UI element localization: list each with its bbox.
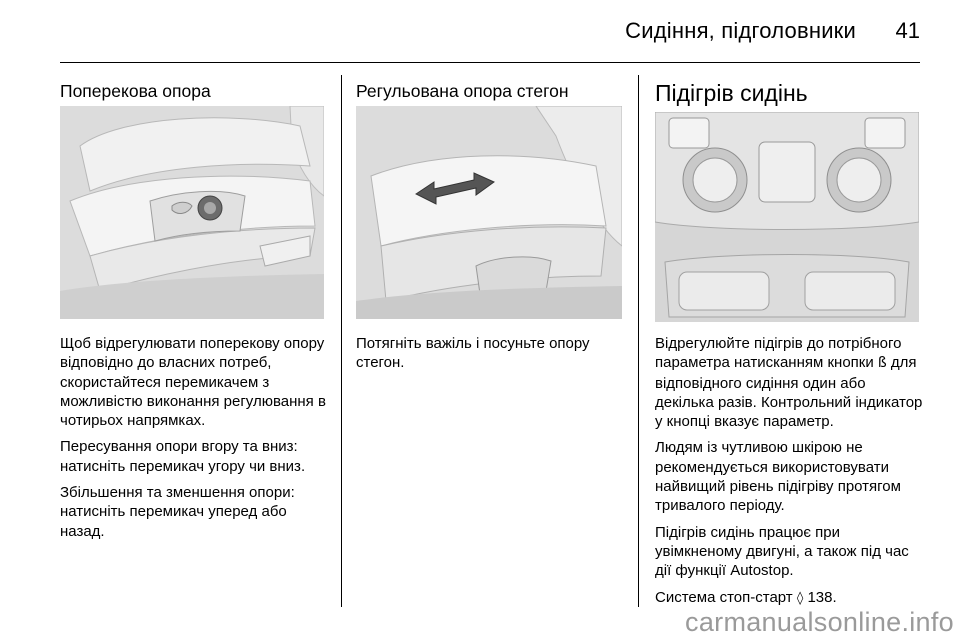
paragraph: Щоб відрегулювати поперекову опору відповідно до власних потреб, скористайтеся перемикачем з можливістю виконання регулювання в чотирьох напрямках. [60, 335, 326, 430]
console-illustration [655, 112, 919, 322]
page-reference-icon: ◊ [796, 590, 804, 606]
section-title: Поперекова опора [60, 81, 211, 101]
thigh-support-illustration [356, 106, 622, 319]
paragraph: Потягніть важіль і посуньте опору стегон. [356, 335, 590, 372]
text-run: Система стоп-старт [655, 588, 797, 606]
section-title: Регульована опора стегон [356, 81, 569, 101]
column-divider [638, 75, 639, 607]
column-thigh-support [356, 62, 624, 606]
paragraph: Збільшення та зменшення опори: натисніть перемикач уперед або назад. [60, 484, 295, 540]
seat-heat-icon: ß [877, 355, 887, 372]
page-header [60, 0, 920, 63]
seat-side-illustration [60, 106, 324, 319]
paragraph: Пересування опори вгору та вниз: натисніть перемикач угору чи вниз. [60, 438, 306, 475]
paragraph: Людям із чутливою шкірою не рекомендується використовувати найвищий рівень підігріву протягом тривалого періоду. [655, 439, 901, 515]
page-reference[interactable]: 138. [807, 588, 837, 606]
lumbar-switch-illustration [60, 106, 324, 319]
section-body [60, 334, 332, 548]
paragraph: Підігрів сидінь працює при увімкненому двигуні, а також під час дії функції Autostop. [655, 523, 909, 580]
text-run: Відрегулюйте підігрів до потрібного параметра натисканням кнопки [655, 335, 902, 372]
page-number: 41 [895, 18, 920, 43]
section-body [356, 334, 624, 380]
watermark: carmanualsonline.info [685, 607, 954, 637]
column-lumbar-support [60, 62, 328, 606]
text-run: для відповідного сидіння один або декілька разів. Контрольний індикатор у кнопці вказує параметр. [655, 354, 923, 431]
seat-cushion-illustration [356, 106, 622, 319]
section-title: Підігрів сидінь [655, 80, 808, 106]
header-title: Сидіння, підголовники [625, 18, 856, 43]
seat-heating-buttons-illustration [655, 112, 919, 322]
column-divider [341, 75, 342, 607]
column-seat-heating [655, 62, 923, 606]
section-body [655, 334, 923, 615]
paragraph [655, 588, 923, 608]
paragraph [655, 334, 923, 431]
